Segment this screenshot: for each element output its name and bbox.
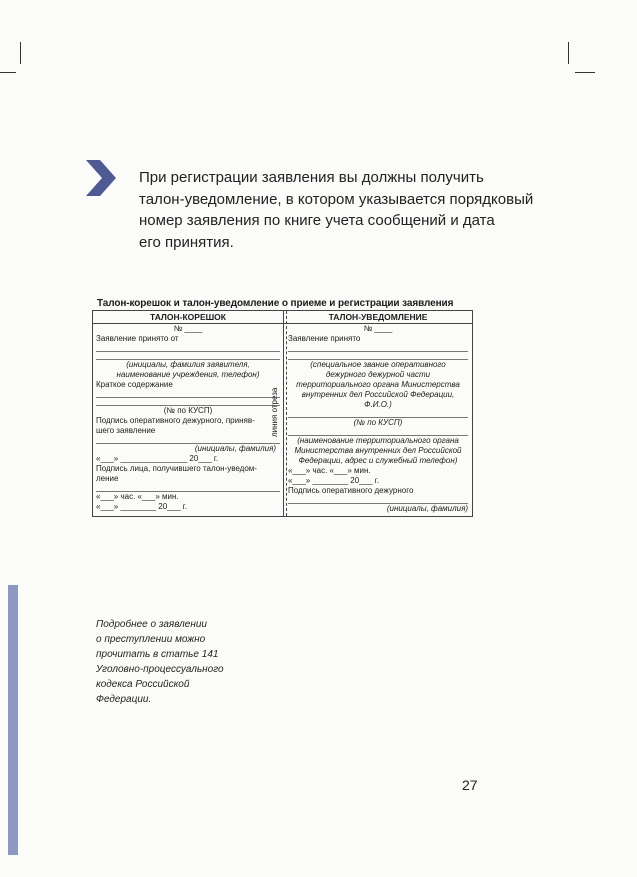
notice-accepted: Заявление принято [288, 334, 361, 343]
intro-text [139, 167, 534, 253]
stub-signature-receiver: Подпись лица, получившего талон-уведом- [96, 464, 257, 473]
notice-kusp: (№ по КУСП) [353, 418, 403, 427]
stub-time: «___» час. «___» мин. [96, 492, 179, 501]
blank-line [96, 344, 280, 352]
notice-initials: (инициалы, фамилия) [386, 504, 468, 513]
notice-officer-hint: внутренних дел Российской Федерации, [301, 390, 455, 399]
stub-number: № ____ [173, 324, 203, 333]
notice-organ-hint: (наименование территориального органа [297, 436, 459, 445]
stub-date-2: «___» ________ 20___ г. [96, 502, 187, 511]
side-note [96, 617, 236, 707]
crop-mark-right-vertical [568, 42, 569, 64]
blank-line [96, 436, 280, 444]
blank-line [288, 428, 468, 436]
stub-applicant-hint: (инициалы, фамилия заявителя, [126, 360, 250, 369]
stub-accepted-from: Заявление принято от [96, 334, 179, 343]
notice-officer-hint: территориального органа Министерства [296, 380, 460, 389]
intro-line: его принятия. [139, 233, 234, 251]
stub-signature-receiver: ление [96, 474, 119, 483]
talon-form [92, 310, 473, 517]
note-line: Уголовно-процессуального [96, 664, 224, 675]
chevron-right-icon [86, 160, 116, 196]
notice-signature-officer: Подпись оперативного дежурного [288, 486, 414, 495]
intro-line: При регистрации заявления вы должны получить [139, 169, 484, 186]
talon-notice [283, 311, 472, 516]
page-number: 27 [462, 777, 478, 793]
blank-line [288, 352, 468, 360]
stub-date: «___» _______________ 20___ г. [96, 454, 219, 463]
note-line: о преступлении можно [96, 634, 206, 645]
stub-signature-officer: Подпись оперативного дежурного, приняв- [96, 416, 255, 425]
blank-line [288, 410, 468, 418]
blank-line [288, 344, 468, 352]
crop-mark-right-horizontal [575, 72, 595, 73]
crop-mark-left-vertical [20, 42, 21, 64]
stub-kusp: (№ по КУСП) [163, 406, 213, 415]
blank-line [288, 496, 468, 504]
notice-date: «___» ________ 20___ г. [288, 476, 379, 485]
blank-line [96, 398, 280, 406]
note-line: прочитать в статье 141 [96, 649, 219, 660]
notice-number: № ____ [363, 324, 393, 333]
notice-organ-hint: Федерации, адрес и служебный телефон) [298, 456, 458, 465]
intro-line: номер заявления по книге учета сообщений и дата [139, 212, 495, 229]
side-accent-bar [8, 585, 18, 855]
notice-time: «___» час. «___» мин. [288, 466, 371, 475]
stub-applicant-hint: наименование учреждения, телефон) [116, 370, 260, 379]
stub-signature-officer: шего заявление [96, 426, 156, 435]
note-line: Подробнее о заявлении [96, 619, 207, 630]
note-line: Федерации. [96, 694, 152, 705]
cut-line-label: линия отреза [270, 387, 279, 437]
stub-header: ТАЛОН-КОРЕШОК [93, 312, 283, 324]
blank-line [96, 484, 280, 492]
blank-line [96, 352, 280, 360]
intro-line: талон-уведомление, в котором указывается порядковый [139, 190, 534, 208]
notice-header: ТАЛОН-УВЕДОМЛЕНИЕ [284, 312, 472, 324]
stub-initials: (инициалы, фамилия) [194, 444, 276, 453]
notice-officer-hint: Ф.И.О.) [364, 400, 392, 409]
table-title: Талон-корешок и талон-уведомление о приеме и регистрации заявления [97, 298, 454, 309]
note-line: кодекса Российской [96, 679, 190, 690]
crop-mark-left-horizontal [0, 72, 16, 73]
blank-line [96, 390, 280, 398]
notice-officer-hint: (специальное звание оперативного [310, 360, 446, 369]
talon-stub [93, 311, 283, 516]
notice-officer-hint: дежурного дежурной части [325, 370, 431, 379]
stub-summary: Краткое содержание [96, 380, 173, 389]
notice-organ-hint: Министерства внутренних дел Российской [294, 446, 462, 455]
